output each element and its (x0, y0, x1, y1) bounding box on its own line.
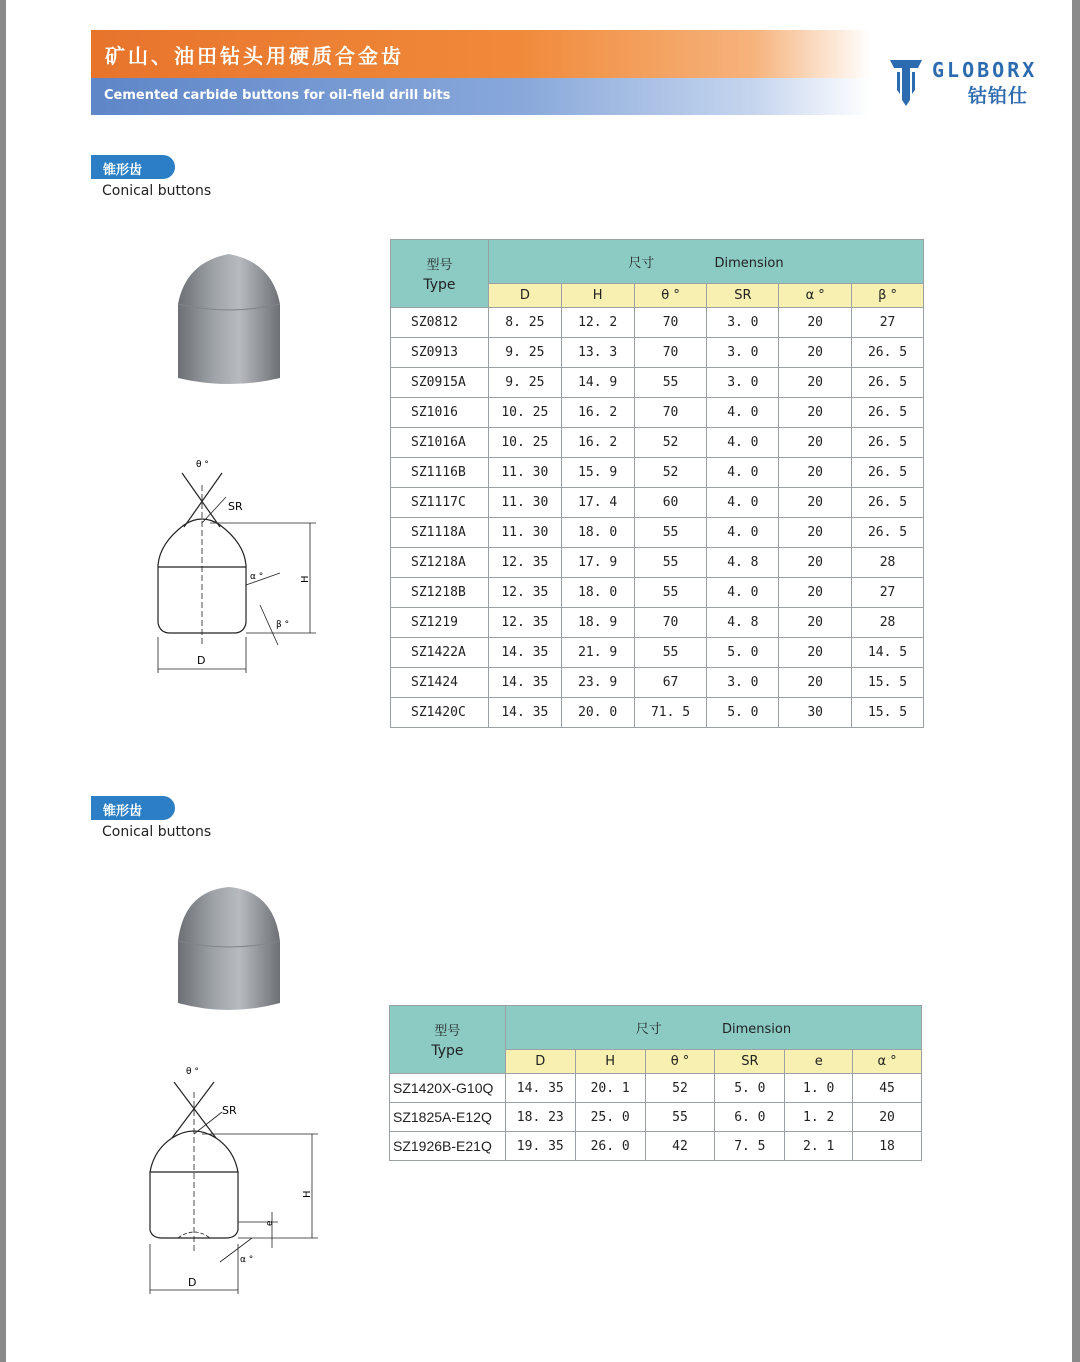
table1-value-cell: 20 (779, 668, 852, 698)
table1-type-cell: SZ1016A (391, 428, 489, 458)
table1-value-cell: 11. 30 (488, 518, 561, 548)
table2-col-header: SR (715, 1050, 785, 1074)
table1-value-cell: 20 (779, 548, 852, 578)
table1-row (391, 458, 924, 488)
conical-button-drawing-1 (150, 455, 330, 680)
table1-value-cell: 18. 0 (561, 518, 634, 548)
table1-value-cell: 14. 5 (852, 638, 924, 668)
table1-row (391, 428, 924, 458)
table1-col-header: SR (707, 284, 779, 308)
table1-value-cell: 55 (634, 578, 707, 608)
table2-type-cell: SZ1825A-E12Q (390, 1103, 506, 1132)
table1-value-cell: 26. 5 (852, 368, 924, 398)
table2-body (390, 1074, 922, 1161)
table2-value-cell: 6. 0 (715, 1103, 785, 1132)
section2-tag (91, 796, 175, 820)
logo-emblem-icon (888, 56, 924, 106)
spec-table-1 (390, 239, 924, 728)
conical-button-drawing-2 (142, 1062, 327, 1297)
table1-type-cell: SZ1218B (391, 578, 489, 608)
table2-type-cell: SZ1420X-G10Q (390, 1074, 506, 1103)
table1-type-cell: SZ1218A (391, 548, 489, 578)
drawing1-beta-label: β ° (276, 620, 290, 630)
drawing2-h-label: H (302, 1190, 313, 1198)
table1-value-cell: 20 (779, 608, 852, 638)
table1-value-cell: 12. 35 (488, 608, 561, 638)
table1-type-cell: SZ1117C (391, 488, 489, 518)
header-subtitle-bar (91, 78, 871, 115)
table1-value-cell: 9. 25 (488, 368, 561, 398)
drawing2-sr-label: SR (222, 1104, 237, 1117)
table2-value-cell: 14. 35 (505, 1074, 575, 1103)
table1-value-cell: 12. 2 (561, 308, 634, 338)
table1-value-cell: 20 (779, 368, 852, 398)
header-title: 矿山、油田钻头用硬质合金齿 (105, 44, 404, 68)
table2-value-cell: 2. 1 (785, 1132, 853, 1161)
table1-value-cell: 13. 3 (561, 338, 634, 368)
table2-value-cell: 1. 2 (785, 1103, 853, 1132)
table2-row (390, 1132, 922, 1161)
drawing1-h-label: H (300, 575, 311, 583)
table1-dim-cn: 尺寸 (628, 256, 655, 271)
table1-value-cell: 27 (852, 578, 924, 608)
table1-value-cell: 55 (634, 518, 707, 548)
table1-row (391, 308, 924, 338)
table1-value-cell: 15. 5 (852, 668, 924, 698)
table1-value-cell: 15. 5 (852, 698, 924, 728)
table2-row (390, 1074, 922, 1103)
table1-value-cell: 15. 9 (561, 458, 634, 488)
table1-value-cell: 3. 0 (707, 338, 779, 368)
section2-label: Conical buttons (102, 824, 212, 840)
table1-row (391, 608, 924, 638)
table1-type-cn: 型号 (426, 258, 453, 273)
table1-type-cell: SZ1424 (391, 668, 489, 698)
table1-row (391, 578, 924, 608)
table1-value-cell: 17. 4 (561, 488, 634, 518)
table2-value-cell: 25. 0 (575, 1103, 645, 1132)
table2-type-header (390, 1006, 506, 1074)
table1-value-cell: 70 (634, 608, 707, 638)
table2-dimension-header (505, 1006, 921, 1050)
table1-row (391, 698, 924, 728)
table1-type-cell: SZ1422A (391, 638, 489, 668)
table2-value-cell: 45 (853, 1074, 922, 1103)
table1-value-cell: 52 (634, 428, 707, 458)
table1-value-cell: 20 (779, 338, 852, 368)
table1-row (391, 488, 924, 518)
table1-value-cell: 12. 35 (488, 548, 561, 578)
section1-label: Conical buttons (102, 183, 212, 199)
table1-value-cell: 55 (634, 638, 707, 668)
table2-value-cell: 52 (645, 1074, 715, 1103)
table1-value-cell: 14. 35 (488, 698, 561, 728)
table1-value-cell: 20. 0 (561, 698, 634, 728)
table1-value-cell: 14. 35 (488, 638, 561, 668)
table1-value-cell: 21. 9 (561, 638, 634, 668)
table1-value-cell: 55 (634, 548, 707, 578)
table1-value-cell: 10. 25 (488, 398, 561, 428)
table1-value-cell: 70 (634, 308, 707, 338)
table2-col-header: e (785, 1050, 853, 1074)
table1-value-cell: 3. 0 (707, 308, 779, 338)
table1-row (391, 548, 924, 578)
table1-row (391, 338, 924, 368)
table1-type-cell: SZ1420C (391, 698, 489, 728)
table1-value-cell: 70 (634, 398, 707, 428)
table1-row (391, 518, 924, 548)
table1-value-cell: 3. 0 (707, 668, 779, 698)
table1-type-cell: SZ1016 (391, 398, 489, 428)
table1-value-cell: 18. 9 (561, 608, 634, 638)
table1-col-header: H (561, 284, 634, 308)
logo-text-cn: 钴铂仕 (968, 85, 1029, 107)
table2-type-en: Type (431, 1043, 464, 1059)
table1-value-cell: 28 (852, 548, 924, 578)
table1-value-cell: 67 (634, 668, 707, 698)
table1-type-en: Type (423, 277, 456, 293)
table1-value-cell: 11. 30 (488, 458, 561, 488)
table1-body (391, 308, 924, 728)
drawing1-sr-label: SR (228, 500, 243, 513)
table2-value-cell: 19. 35 (505, 1132, 575, 1161)
table2-value-cell: 42 (645, 1132, 715, 1161)
table1-value-cell: 12. 35 (488, 578, 561, 608)
table1-value-cell: 20 (779, 638, 852, 668)
drawing2-e-label: e (265, 1220, 275, 1226)
table1-value-cell: 16. 2 (561, 398, 634, 428)
table2-value-cell: 20 (853, 1103, 922, 1132)
table1-dim-en: Dimension (714, 256, 784, 271)
table2-value-cell: 26. 0 (575, 1132, 645, 1161)
table1-value-cell: 26. 5 (852, 398, 924, 428)
table1-type-header (391, 240, 489, 308)
table1-type-cell: SZ1116B (391, 458, 489, 488)
section1-tag (91, 155, 175, 179)
table1-value-cell: 20 (779, 458, 852, 488)
table1-col-header: D (488, 284, 561, 308)
drawing1-alpha-label: α ° (250, 572, 264, 582)
header-subtitle: Cemented carbide buttons for oil-field drill bits (104, 88, 451, 103)
table1-value-cell: 28 (852, 608, 924, 638)
table1-row (391, 368, 924, 398)
table1-value-cell: 8. 25 (488, 308, 561, 338)
table1-type-cell: SZ0915A (391, 368, 489, 398)
spec-table-2 (389, 1005, 922, 1161)
table1-value-cell: 20 (779, 308, 852, 338)
table1-type-cell: SZ0812 (391, 308, 489, 338)
section1-tag-label: 锥形齿 (103, 163, 143, 178)
table1-dimension-header (488, 240, 923, 284)
table1-row (391, 638, 924, 668)
table1-value-cell: 23. 9 (561, 668, 634, 698)
table1-value-cell: 26. 5 (852, 518, 924, 548)
table1-value-cell: 17. 9 (561, 548, 634, 578)
table1-col-header: α ° (779, 284, 852, 308)
drawing2-alpha-label: α ° (240, 1255, 254, 1265)
table1-value-cell: 16. 2 (561, 428, 634, 458)
table1-type-cell: SZ1219 (391, 608, 489, 638)
table1-type-cell: SZ0913 (391, 338, 489, 368)
table1-value-cell: 14. 35 (488, 668, 561, 698)
table2-value-cell: 18 (853, 1132, 922, 1161)
table1-value-cell: 5. 0 (707, 638, 779, 668)
section2-tag-label: 锥形齿 (103, 804, 143, 819)
right-border (1072, 0, 1080, 1362)
header-title-bar (91, 30, 871, 78)
table1-value-cell: 4. 0 (707, 488, 779, 518)
brand-logo (888, 56, 1074, 110)
table1-value-cell: 20 (779, 428, 852, 458)
table1-value-cell: 4. 8 (707, 608, 779, 638)
table1-value-cell: 4. 0 (707, 578, 779, 608)
table1-value-cell: 30 (779, 698, 852, 728)
table1-value-cell: 26. 5 (852, 428, 924, 458)
table2-value-cell: 5. 0 (715, 1074, 785, 1103)
table1-value-cell: 4. 0 (707, 428, 779, 458)
table1-row (391, 398, 924, 428)
drawing1-d-label: D (197, 654, 206, 667)
left-border (0, 0, 6, 1362)
table1-value-cell: 14. 9 (561, 368, 634, 398)
table1-value-cell: 71. 5 (634, 698, 707, 728)
table1-value-cell: 10. 25 (488, 428, 561, 458)
table2-row (390, 1103, 922, 1132)
table1-type-cell: SZ1118A (391, 518, 489, 548)
table1-value-cell: 60 (634, 488, 707, 518)
conical-button-photo-2 (176, 885, 282, 1015)
table1-value-cell: 55 (634, 368, 707, 398)
table2-type-cn: 型号 (434, 1024, 461, 1039)
logo-text-en: GLOBORX (932, 58, 1038, 82)
table1-row (391, 668, 924, 698)
table2-col-header: H (575, 1050, 645, 1074)
table1-value-cell: 26. 5 (852, 458, 924, 488)
table2-col-header: D (505, 1050, 575, 1074)
table2-value-cell: 18. 23 (505, 1103, 575, 1132)
table1-value-cell: 5. 0 (707, 698, 779, 728)
table1-value-cell: 26. 5 (852, 488, 924, 518)
table1-value-cell: 52 (634, 458, 707, 488)
drawing1-theta-label: θ ° (196, 460, 209, 470)
table2-value-cell: 55 (645, 1103, 715, 1132)
conical-button-photo-1 (176, 252, 282, 388)
table2-value-cell: 1. 0 (785, 1074, 853, 1103)
table1-value-cell: 20 (779, 398, 852, 428)
table1-value-cell: 4. 0 (707, 458, 779, 488)
table2-dim-cn: 尺寸 (635, 1022, 662, 1037)
table1-value-cell: 18. 0 (561, 578, 634, 608)
drawing2-theta-label: θ ° (186, 1067, 199, 1077)
table1-value-cell: 20 (779, 578, 852, 608)
table1-value-cell: 11. 30 (488, 488, 561, 518)
table2-dim-en: Dimension (721, 1022, 792, 1037)
table1-value-cell: 4. 0 (707, 518, 779, 548)
table1-value-cell: 9. 25 (488, 338, 561, 368)
table1-value-cell: 26. 5 (852, 338, 924, 368)
table2-col-header: α ° (853, 1050, 922, 1074)
table2-type-cell: SZ1926B-E21Q (390, 1132, 506, 1161)
table2-value-cell: 20. 1 (575, 1074, 645, 1103)
table2-col-header: θ ° (645, 1050, 715, 1074)
table1-value-cell: 70 (634, 338, 707, 368)
table1-value-cell: 4. 0 (707, 398, 779, 428)
table1-value-cell: 3. 0 (707, 368, 779, 398)
table2-value-cell: 7. 5 (715, 1132, 785, 1161)
table1-value-cell: 4. 8 (707, 548, 779, 578)
table1-col-header: θ ° (634, 284, 707, 308)
table1-value-cell: 20 (779, 518, 852, 548)
drawing2-d-label: D (188, 1276, 197, 1289)
table1-value-cell: 20 (779, 488, 852, 518)
table1-value-cell: 27 (852, 308, 924, 338)
table1-col-header: β ° (852, 284, 924, 308)
